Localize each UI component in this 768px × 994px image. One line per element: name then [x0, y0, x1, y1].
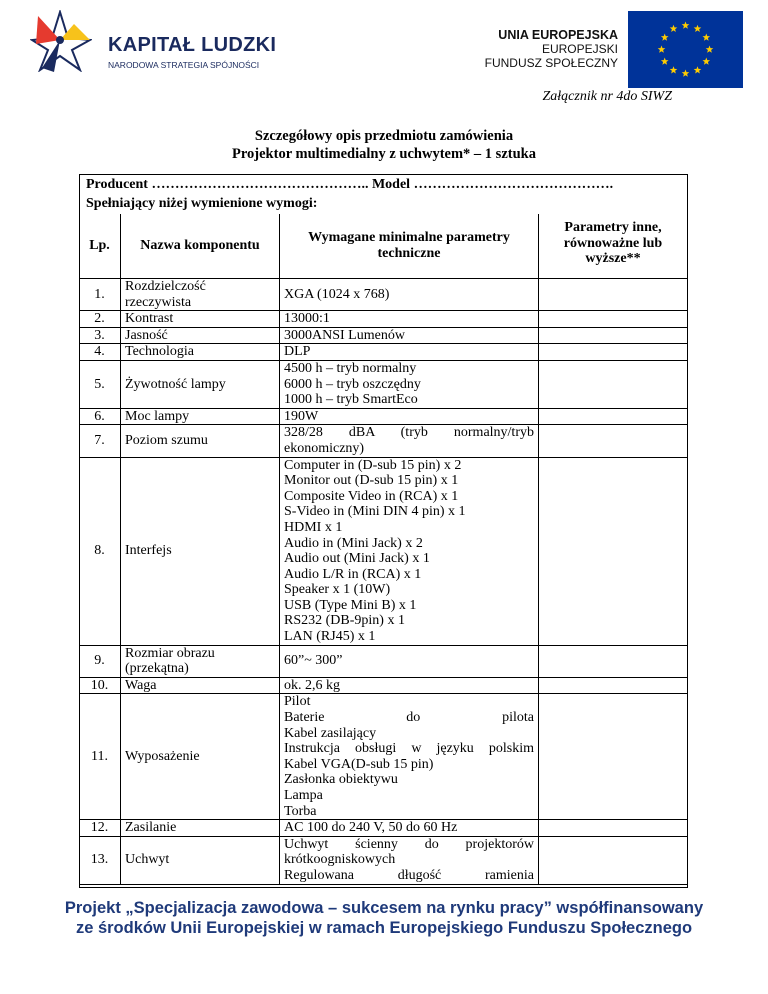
row-component-name: Jasność	[121, 327, 280, 344]
row-other-parameters	[539, 836, 688, 884]
row-component-name: Moc lampy	[121, 408, 280, 425]
requirement-line: Audio L/R in (RCA) x 1	[284, 566, 422, 582]
kapital-ludzki-title: KAPITAŁ LUDZKI	[108, 34, 277, 56]
requirement-line: LAN (RJ45) x 1	[284, 629, 376, 645]
row-lp: 5.	[79, 360, 121, 408]
requirement-line: Speaker x 1 (10W)	[284, 582, 391, 598]
requirement-line: Monitor out (D-sub 15 pin) x 1	[284, 473, 459, 489]
row-requirements	[280, 677, 539, 694]
requirement-line: Kabel VGA(D-sub 15 pin)	[284, 756, 434, 772]
document-subtitle: Projektor multimedialny z uchwytem* – 1 sztuka	[232, 146, 536, 162]
row-requirements	[280, 311, 539, 328]
document-title: Szczegółowy opis przedmiotu zamówienia	[254, 128, 514, 144]
row-requirements	[280, 836, 539, 884]
row-lp: 11.	[79, 694, 121, 820]
table-row	[79, 327, 688, 344]
requirement-line: Zasłonka obiektywu	[284, 772, 398, 788]
row-other-parameters	[539, 677, 688, 694]
requirement-line: 190W	[284, 408, 319, 424]
row-requirements	[280, 408, 539, 425]
row-requirements	[280, 457, 539, 645]
row-lp: 9.	[79, 645, 121, 677]
requirement-line: Kabel zasilający	[284, 725, 377, 741]
row-requirements	[280, 344, 539, 361]
requirement-line: S-Video in (Mini DIN 4 pin) x 1	[284, 504, 466, 520]
row-other-parameters	[539, 408, 688, 425]
attachment-label: Załącznik nr 4do SIWZ	[542, 89, 672, 104]
table-header-row	[79, 214, 688, 279]
row-requirements	[280, 279, 539, 311]
eu-line-3: FUNDUSZ SPOŁECZNY	[484, 56, 618, 70]
table-row	[79, 360, 688, 408]
table-row	[79, 311, 688, 328]
header-name: Nazwa komponentu	[121, 214, 280, 279]
row-requirements	[280, 645, 539, 677]
requirement-line: Composite Video in (RCA) x 1	[284, 488, 459, 504]
row-requirements	[280, 425, 539, 457]
table-row	[79, 425, 688, 457]
row-component-name: Poziom szumu	[121, 425, 280, 457]
requirement-line: Regulowana długość ramienia	[284, 867, 534, 883]
row-component-name: Technologia	[121, 344, 280, 361]
table-row	[79, 645, 688, 677]
requirement-line: 13000:1	[284, 311, 330, 327]
table-row	[79, 694, 688, 820]
footer-line-2: ze środków Unii Europejskiej w ramach Europejskiego Funduszu Społecznego	[75, 919, 693, 937]
row-component-name: Zasilanie	[121, 820, 280, 837]
requirement-line: Audio in (Mini Jack) x 2	[284, 535, 423, 551]
row-component-name: Kontrast	[121, 311, 280, 328]
requirement-line: HDMI x 1	[284, 519, 343, 535]
row-requirements	[280, 694, 539, 820]
row-component-name: Rozdzielczość rzeczywista	[121, 279, 280, 311]
requirement-line: ok. 2,6 kg	[284, 677, 340, 693]
eu-line-1: UNIA EUROPEJSKA	[498, 28, 618, 42]
row-component-name: Rozmiar obrazu (przekątna)	[121, 645, 280, 677]
row-other-parameters	[539, 694, 688, 820]
eu-text-block	[485, 28, 618, 70]
row-lp: 10.	[79, 677, 121, 694]
header-req: Wymagane minimalne parametry techniczne	[280, 214, 539, 279]
table-row	[79, 408, 688, 425]
row-lp: 6.	[79, 408, 121, 425]
row-lp: 2.	[79, 311, 121, 328]
requirement-line: 3000ANSI Lumenów	[284, 327, 405, 343]
requirement-line: ekonomiczny)	[284, 440, 365, 456]
row-requirements	[280, 820, 539, 837]
row-lp: 12.	[79, 820, 121, 837]
table-row	[79, 820, 688, 837]
row-component-name: Żywotność lampy	[121, 360, 280, 408]
row-lp: 13.	[79, 836, 121, 884]
row-other-parameters	[539, 457, 688, 645]
row-other-parameters	[539, 327, 688, 344]
table-row	[79, 677, 688, 694]
requirement-line: Computer in (D-sub 15 pin) x 2	[284, 457, 462, 473]
requirement-line: krótkoogniskowych	[284, 852, 396, 868]
row-other-parameters	[539, 344, 688, 361]
row-component-name: Uchwyt	[121, 836, 280, 884]
requirements-line: Spełniający niżej wymienione wymogi:	[86, 196, 318, 211]
requirement-line: DLP	[284, 344, 311, 360]
requirement-line: XGA (1024 x 768)	[284, 286, 390, 302]
row-component-name: Interfejs	[121, 457, 280, 645]
row-other-parameters	[539, 425, 688, 457]
requirement-line: 60”~ 300”	[284, 653, 343, 669]
requirement-line: USB (Type Mini B) x 1	[284, 597, 417, 613]
requirement-line: Audio out (Mini Jack) x 1	[284, 551, 430, 567]
footer-line-1: Projekt „Specjalizacja zawodowa – sukcesem na rynku pracy” współfinansowany	[64, 899, 704, 917]
row-component-name: Waga	[121, 677, 280, 694]
eu-flag-icon	[628, 11, 743, 88]
requirement-line: RS232 (DB-9pin) x 1	[284, 613, 405, 629]
kapital-ludzki-subtitle: NARODOWA STRATEGIA SPÓJNOŚCI	[108, 60, 260, 70]
row-other-parameters	[539, 645, 688, 677]
requirement-line: Baterie do pilota	[284, 710, 534, 726]
requirement-line: Lampa	[284, 788, 323, 803]
requirement-line: Pilot	[284, 694, 311, 710]
requirement-line: 6000 h – tryb oszczędny	[284, 376, 421, 392]
producer-line: Producent ……………………………………….. Model …………………………………….	[86, 177, 614, 192]
row-lp: 4.	[79, 344, 121, 361]
row-other-parameters	[539, 279, 688, 311]
row-lp: 1.	[79, 279, 121, 311]
row-other-parameters	[539, 311, 688, 328]
table-row	[79, 344, 688, 361]
requirement-line: Uchwyt ścienny do projektorów	[284, 836, 534, 852]
row-lp: 7.	[79, 425, 121, 457]
table-row	[79, 457, 688, 645]
requirement-line: Instrukcja obsługi w języku polskim	[284, 741, 534, 757]
requirement-line: 1000 h – tryb SmartEco	[284, 392, 418, 408]
requirement-line: Torba	[284, 803, 317, 819]
row-requirements	[280, 360, 539, 408]
kapital-ludzki-logo	[30, 10, 277, 72]
eu-line-2: EUROPEJSKI	[541, 42, 618, 56]
header-other: Parametry inne, równoważne lub wyższe**	[539, 214, 688, 279]
row-lp: 8.	[79, 457, 121, 645]
requirement-line: 4500 h – tryb normalny	[284, 360, 417, 376]
row-other-parameters	[539, 820, 688, 837]
header-lp: Lp.	[89, 238, 110, 254]
row-other-parameters	[539, 360, 688, 408]
row-component-name: Wyposażenie	[121, 694, 280, 820]
spec-table	[79, 214, 688, 885]
table-row	[79, 836, 688, 884]
row-requirements	[280, 327, 539, 344]
table-row	[79, 279, 688, 311]
requirement-line: AC 100 do 240 V, 50 do 60 Hz	[284, 820, 458, 836]
row-lp: 3.	[79, 327, 121, 344]
requirement-line: 328/28 dBA (tryb normalny/tryb	[284, 425, 534, 441]
kapital-ludzki-star-icon	[30, 10, 92, 72]
